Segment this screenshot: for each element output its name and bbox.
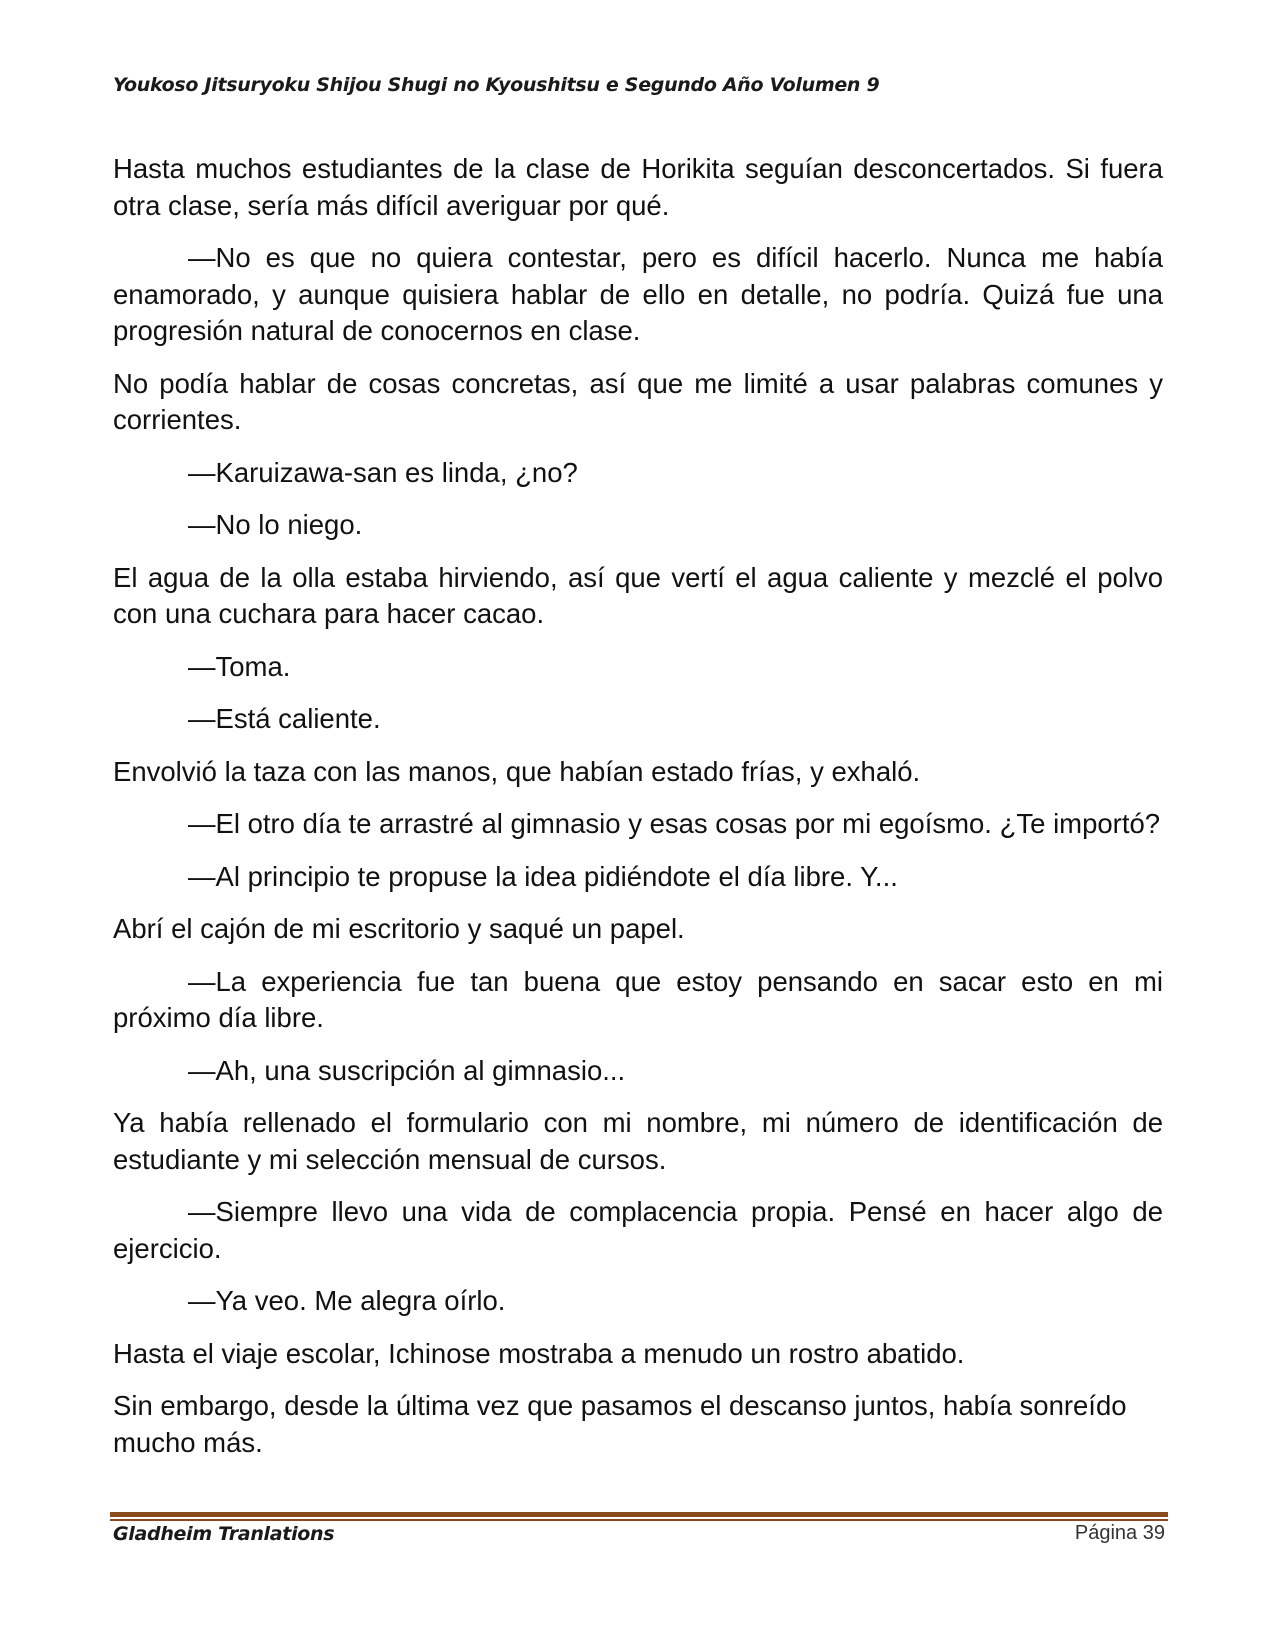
paragraph: No podía hablar de cosas concretas, así que me limité a usar palabras comunes y corrientes. (113, 367, 1163, 435)
paragraph: Abrí el cajón de mi escritorio y saqué un papel. (113, 913, 685, 944)
dialogue-paragraph: —Ah, una suscripción al gimnasio... (188, 1054, 626, 1086)
paragraph: Hasta el viaje escolar, Ichinose mostraba a menudo un rostro abatido. (113, 1337, 965, 1369)
dialogue-paragraph: —No lo niego. (188, 509, 363, 540)
dialogue-paragraph: —Al principio te propuse la idea pidiéndote el día libre. Y... (188, 860, 898, 892)
page-number-label (1075, 1522, 1165, 1545)
dialogue-paragraph: —La experiencia fue tan buena que estoy pensando en sacar esto en mi próximo día libre. (113, 965, 1163, 1033)
page-label: Página (1074, 1522, 1138, 1544)
paragraph: Ya había rellenado el formulario con mi nombre, mi número de identificación de estudiante y mi selección mensual de cursos. (113, 1107, 1163, 1175)
dialogue-paragraph: —Está caliente. (188, 703, 381, 734)
paragraph: Envolvió la taza con las manos, que habían estado frías, y exhaló. (113, 755, 921, 787)
footer-rule-thin (110, 1519, 1168, 1521)
dialogue-paragraph: —No es que no quiera contestar, pero es difícil hacerlo. Nunca me había enamorado, y aunque quisiera hablar de ello en detalle, no podría. Quizá fue una progresión natural de conocernos en clase. (113, 242, 1163, 346)
page-number: 39 (1142, 1522, 1165, 1544)
body-text (113, 151, 1163, 1477)
paragraph: El agua de la olla estaba hirviendo, así que vertí el agua caliente y mezclé el polvo con una cuchara para hacer cacao. (113, 561, 1163, 629)
dialogue-paragraph: —Toma. (188, 650, 291, 682)
paragraph: Sin embargo, desde la última vez que pasamos el descanso juntos, había sonreído mucho más. (113, 1390, 1127, 1458)
dialogue-paragraph: —Karuizawa-san es linda, ¿no? (188, 456, 578, 488)
footer-rule-thick (110, 1512, 1168, 1517)
dialogue-paragraph: —Siempre llevo una vida de complacencia propia. Pensé en hacer algo de ejercicio. (113, 1196, 1163, 1264)
footer-publisher: Gladheim Tranlations (113, 1523, 335, 1545)
dialogue-paragraph: —Ya veo. Me alegra oírlo. (188, 1285, 506, 1316)
dialogue-paragraph: —El otro día te arrastré al gimnasio y esas cosas por mi egoísmo. ¿Te importó? (188, 808, 1161, 839)
page-header-title: Youkoso Jitsuryoku Shijou Shugi no Kyoushitsu e Segundo Año Volumen 9 (113, 74, 880, 96)
footer-rule (110, 1512, 1168, 1521)
paragraph: Hasta muchos estudiantes de la clase de Horikita seguían desconcertados. Si fuera otra clase, sería más difícil averiguar por qué. (113, 153, 1163, 221)
